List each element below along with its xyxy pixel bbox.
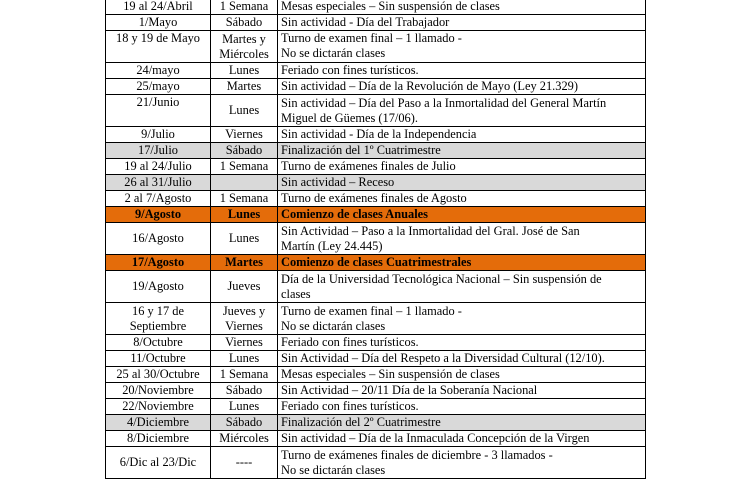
calendar-row: [106, 255, 646, 271]
calendar-row: [106, 431, 646, 447]
description-cell: [278, 127, 646, 143]
description-cell-line: Mesas especiales – Sin suspensión de clases: [281, 0, 500, 13]
academic-calendar-table: [105, 0, 646, 479]
date-cell: [106, 367, 211, 383]
date-cell: [106, 191, 211, 207]
calendar-row: [106, 15, 646, 31]
date-cell-line: 2 al 7/Agosto: [124, 191, 192, 205]
day-cell: [211, 255, 278, 271]
day-cell-line: 1 Semana: [219, 367, 269, 381]
date-cell-line: 24/mayo: [136, 63, 180, 77]
date-cell-line: 25/mayo: [136, 79, 180, 93]
calendar-row: [106, 447, 646, 479]
description-cell-line: Sin actividad – Día de la Inmaculada Concepción de la Virgen: [281, 431, 590, 445]
description-cell: [278, 207, 646, 223]
day-cell-line: Martes y: [222, 31, 266, 46]
calendar-row: [106, 335, 646, 351]
description-cell-line: Comienzo de clases Anuales: [281, 207, 428, 221]
description-cell-line: Finalización del 2º Cuatrimestre: [281, 415, 441, 429]
date-cell-line: 22/Noviembre: [122, 399, 194, 413]
day-cell: [211, 95, 278, 127]
description-cell: [278, 63, 646, 79]
day-cell-line: Sábado: [225, 383, 263, 397]
date-cell-line: 26 al 31/Julio: [124, 175, 192, 189]
day-cell: [211, 0, 278, 15]
description-cell-line: Miguel de Güemes (17/06).: [281, 110, 418, 125]
date-cell-line: 19 al 24/Julio: [124, 159, 192, 173]
day-cell: [211, 79, 278, 95]
day-cell: [211, 175, 278, 191]
date-cell: [106, 31, 211, 63]
day-cell: [211, 207, 278, 223]
date-cell-line: 4/Diciembre: [127, 415, 189, 429]
description-cell: [278, 0, 646, 15]
date-cell: [106, 399, 211, 415]
description-cell: [278, 143, 646, 159]
date-cell-line: 20/Noviembre: [122, 383, 194, 397]
date-cell: [106, 447, 211, 479]
day-cell-line: Lunes: [228, 231, 260, 245]
description-cell-line: Martín (Ley 24.445): [281, 238, 383, 253]
description-cell: [278, 175, 646, 191]
day-cell-line: Martes: [225, 255, 263, 269]
description-cell: [278, 447, 646, 479]
description-cell: [278, 95, 646, 127]
description-cell-line: Sin Actividad – Paso a la Inmortalidad del Gral. José de San: [281, 223, 580, 238]
date-cell: [106, 255, 211, 271]
calendar-row: [106, 191, 646, 207]
day-cell-line: Lunes: [228, 103, 260, 117]
description-cell: [278, 431, 646, 447]
calendar-row: [106, 383, 646, 399]
day-cell-line: Viernes: [225, 318, 263, 333]
day-cell-line: Sábado: [225, 415, 263, 429]
calendar-row: [106, 31, 646, 63]
date-cell: [106, 79, 211, 95]
day-cell: [211, 431, 278, 447]
date-cell: [106, 95, 211, 127]
day-cell-line: Viernes: [225, 335, 263, 349]
description-cell-line: Turno de exámenes finales de Agosto: [281, 191, 467, 205]
date-cell-line: 8/Diciembre: [127, 431, 189, 445]
description-cell: [278, 367, 646, 383]
calendar-row: [106, 0, 646, 15]
description-cell-line: Sin actividad – Día del Paso a la Inmortalidad del General Martín: [281, 95, 607, 110]
date-cell: [106, 0, 211, 15]
date-cell-line: 19 al 24/Abril: [123, 0, 193, 13]
day-cell-line: Jueves y: [222, 303, 266, 318]
description-cell: [278, 159, 646, 175]
date-cell-line: 17/Julio: [138, 143, 178, 157]
description-cell: [278, 15, 646, 31]
description-cell-line: Turno de examen final – 1 llamado -: [281, 31, 462, 45]
description-cell: [278, 351, 646, 367]
date-cell: [106, 15, 211, 31]
description-cell-line: No se dictarán clases: [281, 46, 386, 60]
date-cell-line: 16 y 17 de: [132, 303, 184, 318]
date-cell: [106, 159, 211, 175]
day-cell: [211, 31, 278, 63]
day-cell-line: 1 Semana: [219, 191, 269, 205]
day-cell: [211, 383, 278, 399]
date-cell-line: 8/Octubre: [133, 335, 183, 349]
day-cell-line: Lunes: [228, 63, 260, 77]
date-cell: [106, 335, 211, 351]
description-cell-line: Mesas especiales – Sin suspensión de clases: [281, 367, 500, 381]
day-cell-line: Miércoles: [219, 431, 269, 445]
day-cell-line: Martes: [226, 79, 262, 93]
day-cell-line: Lunes: [228, 351, 260, 365]
description-cell-line: Feriado con fines turísticos.: [281, 63, 419, 77]
description-cell-line: No se dictarán clases: [281, 462, 386, 477]
day-cell: [211, 335, 278, 351]
day-cell: [211, 367, 278, 383]
day-cell: [211, 271, 278, 303]
description-cell: [278, 399, 646, 415]
calendar-row: [106, 415, 646, 431]
calendar-row: [106, 223, 646, 255]
calendar-row: [106, 351, 646, 367]
calendar-row: [106, 79, 646, 95]
description-cell: [278, 191, 646, 207]
description-cell-line: Sin Actividad – Día del Respeto a la Diversidad Cultural (12/10).: [281, 351, 605, 365]
date-cell-line: 6/Dic al 23/Dic: [119, 455, 197, 469]
description-cell-line: Turno de exámenes finales de diciembre - 3 llamados -: [281, 447, 553, 462]
calendar-row: [106, 367, 646, 383]
description-cell-line: Turno de examen final – 1 llamado -: [281, 303, 462, 318]
date-cell-line: 21/Junio: [136, 95, 180, 109]
day-cell-line: Miércoles: [219, 46, 269, 61]
day-cell-line: Jueves: [227, 279, 261, 293]
day-cell: [211, 303, 278, 335]
description-cell: [278, 255, 646, 271]
date-cell: [106, 383, 211, 399]
calendar-row: [106, 399, 646, 415]
calendar-row: [106, 143, 646, 159]
date-cell-line: 9/Agosto: [134, 207, 182, 221]
day-cell-line: ----: [235, 455, 253, 469]
calendar-row: [106, 95, 646, 127]
date-cell-line: 18 y 19 de Mayo: [116, 31, 200, 45]
calendar-row: [106, 63, 646, 79]
date-cell: [106, 415, 211, 431]
date-cell-line: 1/Mayo: [138, 15, 178, 29]
description-cell-line: Comienzo de clases Cuatrimestrales: [281, 255, 472, 269]
description-cell-line: Feriado con fines turísticos.: [281, 335, 419, 349]
description-cell-line: Finalización del 1º Cuatrimestre: [281, 143, 441, 157]
date-cell: [106, 207, 211, 223]
date-cell-line: 25 al 30/Octubre: [116, 367, 200, 381]
calendar-row: [106, 127, 646, 143]
date-cell-line: 19/Agosto: [132, 279, 184, 293]
description-cell-line: Día de la Universidad Tecnológica Nacional – Sin suspensión de: [281, 271, 602, 286]
day-cell: [211, 143, 278, 159]
description-cell: [278, 415, 646, 431]
day-cell-line: Sábado: [225, 143, 263, 157]
description-cell-line: Feriado con fines turísticos.: [281, 399, 419, 413]
description-cell: [278, 335, 646, 351]
date-cell-line: Septiembre: [129, 318, 187, 333]
calendar-row: [106, 159, 646, 175]
date-cell: [106, 63, 211, 79]
day-cell: [211, 351, 278, 367]
date-cell: [106, 143, 211, 159]
date-cell: [106, 223, 211, 255]
date-cell: [106, 127, 211, 143]
calendar-row: [106, 175, 646, 191]
date-cell: [106, 271, 211, 303]
day-cell: [211, 399, 278, 415]
description-cell: [278, 223, 646, 255]
description-cell-line: Sin actividad - Día de la Independencia: [281, 127, 477, 141]
description-cell: [278, 271, 646, 303]
calendar-body: [106, 0, 646, 479]
date-cell: [106, 351, 211, 367]
description-cell-line: Sin actividad – Día de la Revolución de Mayo (Ley 21.329): [281, 79, 578, 93]
description-cell: [278, 303, 646, 335]
day-cell: [211, 415, 278, 431]
day-cell: [211, 223, 278, 255]
day-cell-line: Lunes: [227, 207, 261, 221]
date-cell: [106, 303, 211, 335]
description-cell-line: Sin actividad - Día del Trabajador: [281, 15, 450, 29]
day-cell-line: 1 Semana: [219, 0, 269, 13]
calendar-row: [106, 271, 646, 303]
date-cell-line: 11/Octubre: [130, 351, 186, 365]
calendar-row: [106, 207, 646, 223]
day-cell: [211, 63, 278, 79]
day-cell: [211, 191, 278, 207]
description-cell: [278, 31, 646, 63]
day-cell-line: Lunes: [228, 399, 260, 413]
day-cell: [211, 15, 278, 31]
description-cell-line: No se dictarán clases: [281, 318, 386, 333]
date-cell-line: 9/Julio: [141, 127, 175, 141]
description-cell: [278, 383, 646, 399]
date-cell-line: 17/Agosto: [131, 255, 185, 269]
day-cell: [211, 447, 278, 479]
description-cell: [278, 79, 646, 95]
description-cell-line: Sin Actividad – 20/11 Día de la Soberanía Nacional: [281, 383, 538, 397]
day-cell-line: Sábado: [225, 15, 263, 29]
day-cell: [211, 127, 278, 143]
calendar-row: [106, 303, 646, 335]
day-cell: [211, 159, 278, 175]
description-cell-line: Sin actividad – Receso: [281, 175, 395, 189]
date-cell: [106, 431, 211, 447]
day-cell-line: 1 Semana: [219, 159, 269, 173]
day-cell-line: Viernes: [225, 127, 263, 141]
date-cell: [106, 175, 211, 191]
description-cell-line: clases: [281, 286, 311, 301]
description-cell-line: Turno de exámenes finales de Julio: [281, 159, 456, 173]
date-cell-line: 16/Agosto: [132, 231, 184, 245]
